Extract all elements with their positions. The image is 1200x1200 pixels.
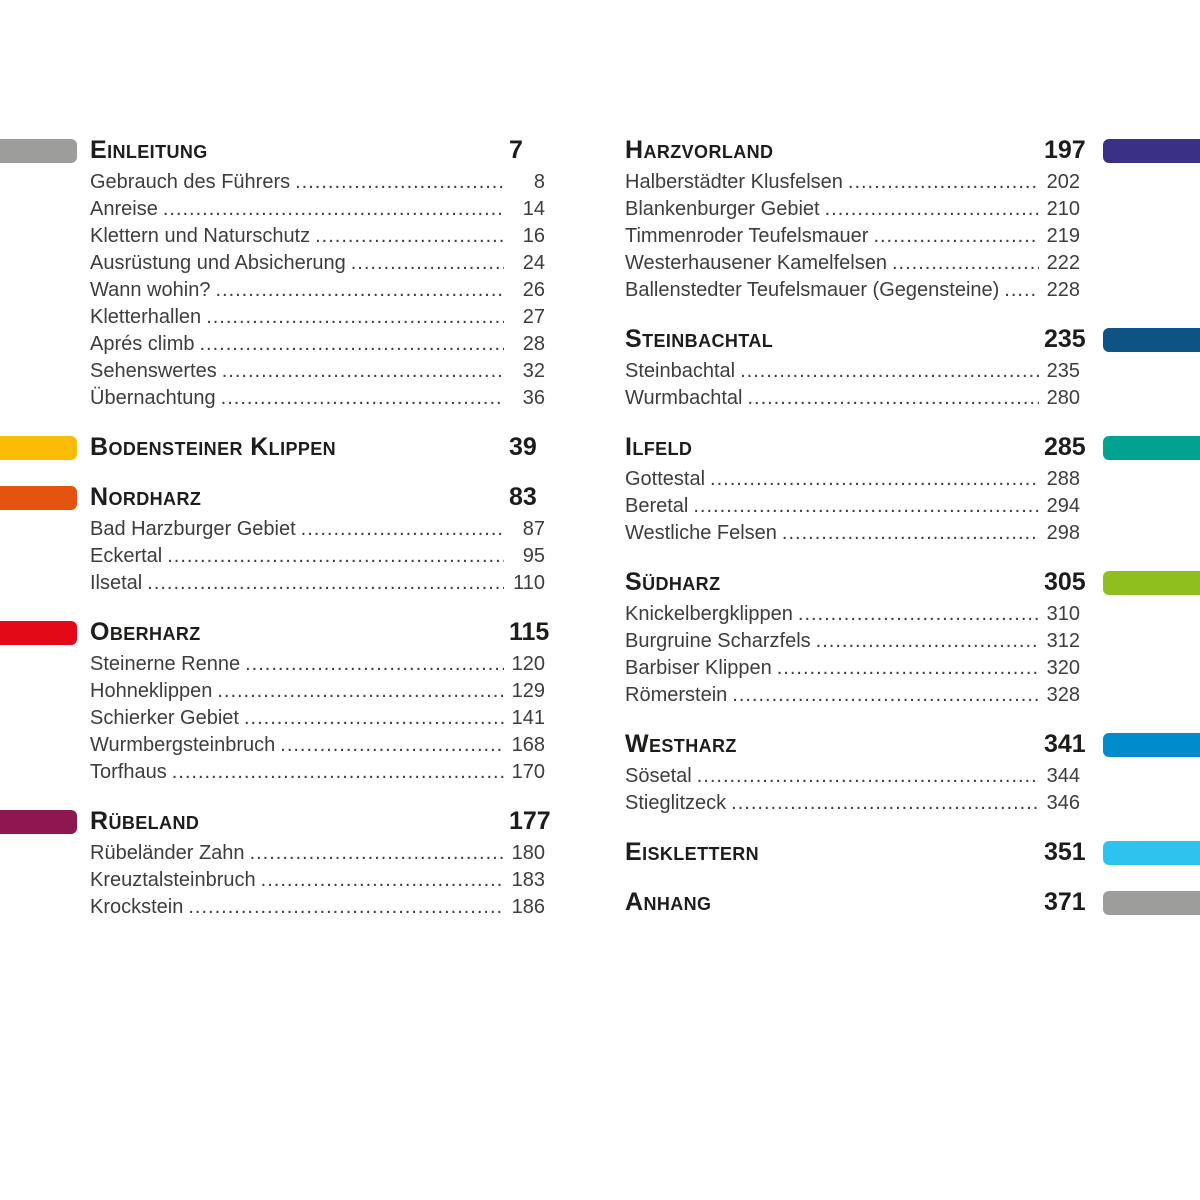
toc-item-page: 202 (1046, 171, 1080, 193)
toc-item-page: 228 (1046, 279, 1080, 301)
toc-item-page: 24 (522, 252, 545, 274)
toc-item-title: Stieglitzeck (625, 792, 727, 814)
dot-leader (697, 763, 1039, 790)
toc-item-page: 27 (522, 306, 545, 328)
dot-leader (301, 516, 504, 543)
dot-leader (693, 493, 1039, 520)
section-title: Rübeland (90, 807, 200, 835)
toc-item-page: 14 (522, 198, 545, 220)
toc-item-page: 16 (522, 225, 545, 247)
toc-item-title: Ausrüstung und Absicherung (90, 252, 346, 274)
toc-item (625, 601, 1080, 628)
toc-item (90, 385, 545, 412)
section-page-number: 115 (509, 618, 550, 646)
toc-section-harzvorland (625, 135, 1086, 304)
toc-item (90, 543, 545, 570)
section-page-number: 285 (1044, 433, 1086, 461)
section-title: Nordharz (90, 483, 202, 511)
section-color-bar (1103, 571, 1200, 595)
section-page-number: 235 (1044, 325, 1086, 353)
section-title: Anhang (625, 888, 712, 916)
section-color-bar (0, 139, 77, 163)
section-color-bar (1103, 328, 1200, 352)
toc-item (90, 277, 545, 304)
section-heading-row (90, 482, 545, 512)
toc-item (625, 628, 1080, 655)
toc-item (90, 651, 545, 678)
toc-item (625, 655, 1080, 682)
dot-leader (740, 358, 1039, 385)
toc-item-page: 180 (511, 842, 545, 864)
toc-item (90, 331, 545, 358)
section-title: Steinbachtal (625, 325, 774, 353)
toc-item (625, 277, 1080, 304)
section-heading-row (625, 837, 1086, 867)
toc-item-page: 310 (1046, 603, 1080, 625)
toc-item-page: 235 (1046, 360, 1080, 382)
toc-item-title: Römerstein (625, 684, 728, 706)
section-title: Westharz (625, 730, 737, 758)
section-title: Ilfeld (625, 433, 693, 461)
toc-item-page: 129 (511, 680, 545, 702)
dot-leader (782, 520, 1039, 547)
dot-leader (261, 867, 504, 894)
section-page-number: 83 (509, 483, 537, 511)
toc-item-page: 328 (1046, 684, 1080, 706)
toc-section-eisklettern (625, 837, 1086, 867)
toc-section-anhang (625, 887, 1086, 917)
dot-leader (244, 705, 504, 732)
section-color-bar (1103, 436, 1200, 460)
toc-item-page: 87 (522, 518, 545, 540)
toc-item-page: 141 (511, 707, 545, 729)
toc-item-title: Kreuztalsteinbruch (90, 869, 256, 891)
dot-leader (892, 250, 1039, 277)
toc-item-title: Hohneklippen (90, 680, 213, 702)
toc-item-page: 26 (522, 279, 545, 301)
toc-item-page: 28 (522, 333, 545, 355)
toc-item-page: 294 (1046, 495, 1080, 517)
dot-leader (848, 169, 1039, 196)
dot-leader (280, 732, 504, 759)
toc-item (625, 520, 1080, 547)
toc-item-title: Gebrauch des Führers (90, 171, 291, 193)
toc-item (625, 763, 1080, 790)
toc-item-page: 168 (511, 734, 545, 756)
section-heading-row (90, 135, 545, 165)
section-color-bar (0, 436, 77, 460)
dot-leader (1004, 277, 1039, 304)
dot-leader (163, 196, 504, 223)
section-page-number: 351 (1044, 838, 1086, 866)
dot-leader (873, 223, 1039, 250)
toc-column-left (90, 135, 551, 941)
toc-item-title: Ilsetal (90, 572, 143, 594)
dot-leader (245, 651, 504, 678)
toc-item-title: Burgruine Scharzfels (625, 630, 811, 652)
dot-leader (732, 682, 1039, 709)
toc-item-title: Steinerne Renne (90, 653, 241, 675)
toc-item (90, 169, 545, 196)
toc-item-title: Eckertal (90, 545, 163, 567)
section-color-bar (0, 810, 77, 834)
section-page-number: 305 (1044, 568, 1086, 596)
toc-item (625, 682, 1080, 709)
toc-item-page: 344 (1046, 765, 1080, 787)
toc-item-title: Bad Harzburger Gebiet (90, 518, 296, 540)
toc-item (625, 169, 1080, 196)
toc-item (625, 385, 1080, 412)
toc-item-page: 95 (522, 545, 545, 567)
toc-item-title: Barbiser Klippen (625, 657, 772, 679)
toc-item-page: 110 (513, 572, 545, 594)
toc-section-einleitung (90, 135, 545, 412)
toc-section-nordharz (90, 482, 545, 597)
toc-item (625, 466, 1080, 493)
toc-item-page: 298 (1046, 522, 1080, 544)
toc-item-title: Ballenstedter Teufelsmauer (Gegensteine) (625, 279, 1000, 301)
toc-item (90, 358, 545, 385)
toc-item-page: 280 (1046, 387, 1080, 409)
dot-leader (147, 570, 504, 597)
toc-item (90, 759, 545, 786)
toc-item-page: 32 (522, 360, 545, 382)
toc-item-title: Übernachtung (90, 387, 216, 409)
toc-column-right (625, 135, 1086, 937)
dot-leader (199, 331, 504, 358)
toc-item-title: Timmenroder Teufelsmauer (625, 225, 869, 247)
section-heading-row (625, 887, 1086, 917)
section-page-number: 177 (509, 807, 551, 835)
toc-item-title: Krockstein (90, 896, 184, 918)
section-heading-row (90, 432, 545, 462)
dot-leader (295, 169, 504, 196)
toc-item-title: Klettern und Naturschutz (90, 225, 311, 247)
toc-item-title: Westerhausener Kamelfelsen (625, 252, 887, 274)
toc-item-page: 346 (1046, 792, 1080, 814)
section-title: Eisklettern (625, 838, 760, 866)
toc-item-title: Gottestal (625, 468, 706, 490)
dot-leader (172, 759, 504, 786)
toc-item-title: Sösetal (625, 765, 692, 787)
toc-item-page: 170 (511, 761, 545, 783)
dot-leader (798, 601, 1039, 628)
toc-item (625, 196, 1080, 223)
section-heading-row (625, 135, 1086, 165)
section-color-bar (1103, 733, 1200, 757)
toc-item-title: Blankenburger Gebiet (625, 198, 820, 220)
dot-leader (731, 790, 1039, 817)
toc-item (625, 250, 1080, 277)
dot-leader (816, 628, 1039, 655)
toc-item-page: 288 (1046, 468, 1080, 490)
toc-item-title: Beretal (625, 495, 689, 517)
toc-item (90, 705, 545, 732)
toc-item-page: 312 (1046, 630, 1080, 652)
section-page-number: 197 (1044, 136, 1086, 164)
toc-item (625, 223, 1080, 250)
toc-section-ilfeld (625, 432, 1086, 547)
toc-section-r-beland (90, 806, 551, 921)
section-heading-row (90, 617, 550, 647)
toc-item (90, 196, 545, 223)
toc-item (90, 894, 545, 921)
toc-item-page: 36 (522, 387, 545, 409)
dot-leader (710, 466, 1039, 493)
toc-item-title: Anreise (90, 198, 158, 220)
section-page-number: 39 (509, 433, 537, 461)
section-title: Oberharz (90, 618, 201, 646)
toc-item (90, 570, 545, 597)
dot-leader (315, 223, 504, 250)
toc-item-page: 210 (1046, 198, 1080, 220)
toc-item-title: Kletterhallen (90, 306, 202, 328)
toc-item (90, 867, 545, 894)
toc-item (90, 516, 545, 543)
section-page-number: 341 (1044, 730, 1086, 758)
toc-item-title: Westliche Felsen (625, 522, 777, 544)
toc-item (90, 304, 545, 331)
dot-leader (222, 358, 504, 385)
dot-leader (777, 655, 1039, 682)
section-title: Südharz (625, 568, 721, 596)
toc-item-title: Knickelbergklippen (625, 603, 793, 625)
dot-leader (825, 196, 1039, 223)
section-color-bar (1103, 841, 1200, 865)
section-color-bar (1103, 139, 1200, 163)
toc-item-page: 320 (1046, 657, 1080, 679)
toc-item-title: Steinbachtal (625, 360, 736, 382)
toc-section-bodensteiner-klippen (90, 432, 545, 462)
section-heading-row (625, 324, 1086, 354)
toc-item-title: Sehenswertes (90, 360, 217, 382)
section-title: Bodensteiner Klippen (90, 433, 337, 461)
toc-item-title: Wurmbergsteinbruch (90, 734, 276, 756)
dot-leader (351, 250, 504, 277)
toc-item (90, 223, 545, 250)
section-title: Einleitung (90, 136, 208, 164)
toc-item-page: 219 (1046, 225, 1080, 247)
section-color-bar (1103, 891, 1200, 915)
section-color-bar (0, 486, 77, 510)
dot-leader (250, 840, 504, 867)
dot-leader (188, 894, 504, 921)
dot-leader (206, 304, 504, 331)
section-page-number: 371 (1044, 888, 1086, 916)
section-color-bar (0, 621, 77, 645)
toc-section-s-dharz (625, 567, 1086, 709)
toc-item-title: Torfhaus (90, 761, 167, 783)
dot-leader (217, 678, 504, 705)
toc-item (625, 790, 1080, 817)
section-title: Harzvorland (625, 136, 774, 164)
toc-item (90, 250, 545, 277)
section-heading-row (90, 806, 551, 836)
section-heading-row (625, 432, 1086, 462)
dot-leader (747, 385, 1039, 412)
dot-leader (215, 277, 504, 304)
toc-item-page: 222 (1046, 252, 1080, 274)
toc-item (90, 840, 545, 867)
toc-section-westharz (625, 729, 1086, 817)
toc-item-title: Aprés climb (90, 333, 195, 355)
toc-section-oberharz (90, 617, 550, 786)
toc-item-page: 183 (511, 869, 545, 891)
toc-item-title: Rübeländer Zahn (90, 842, 245, 864)
toc-item-title: Schierker Gebiet (90, 707, 239, 729)
toc-item-title: Wurmbachtal (625, 387, 743, 409)
section-page-number: 7 (509, 136, 523, 164)
toc-item-page: 120 (511, 653, 545, 675)
toc-item-title: Halberstädter Klusfelsen (625, 171, 843, 193)
toc-item (625, 358, 1080, 385)
toc-item-page: 8 (533, 171, 545, 193)
toc-item-page: 186 (511, 896, 545, 918)
dot-leader (167, 543, 504, 570)
dot-leader (221, 385, 504, 412)
section-heading-row (625, 729, 1086, 759)
section-heading-row (625, 567, 1086, 597)
toc-item (90, 732, 545, 759)
toc-item (90, 678, 545, 705)
toc-section-steinbachtal (625, 324, 1086, 412)
toc-item-title: Wann wohin? (90, 279, 211, 301)
toc-item (625, 493, 1080, 520)
